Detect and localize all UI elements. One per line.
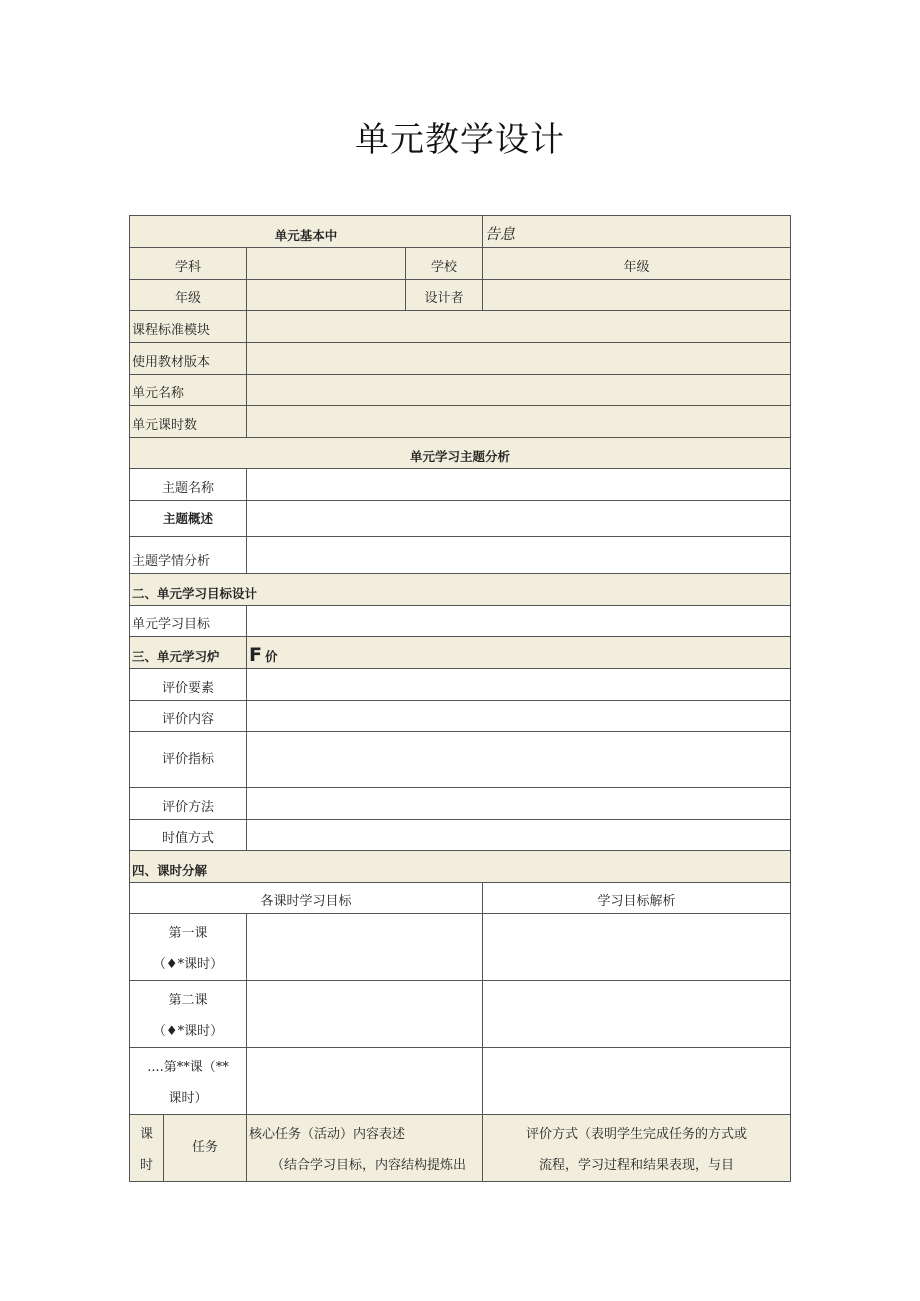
subject-label: 学科	[130, 248, 247, 280]
lesson-goals-column-header: 各课时学习目标	[130, 883, 483, 914]
lesson-row-1-title: 第一课	[168, 926, 208, 941]
eval-method-line1: 评价方式（表明学生完成任务的方式或	[526, 1127, 748, 1142]
textbook-version-value[interactable]	[247, 343, 791, 375]
lessons-section-header: 四、课时分解	[130, 851, 791, 883]
lesson-row-3-analysis[interactable]	[483, 1048, 791, 1115]
core-task-column-header	[247, 1115, 483, 1182]
theme-analysis-header: 单元学习主题分析	[130, 438, 791, 469]
eval-method-line2: 流程，学习过程和结果表现，与目	[539, 1158, 735, 1173]
task-column-header: 任务	[164, 1115, 247, 1182]
curriculum-module-label: 课程标准模块	[130, 311, 247, 343]
lesson-row-1-hours: （♦*课时）	[152, 957, 224, 972]
learner-analysis-label: 主题学情分析	[130, 537, 247, 574]
lesson-row-2-goals[interactable]	[247, 981, 483, 1048]
designer-value[interactable]	[483, 280, 791, 311]
unit-goals-value[interactable]	[247, 606, 791, 637]
lesson-row-3-title: ....第**课（**	[147, 1060, 229, 1075]
theme-overview-label: 主题概述	[130, 501, 247, 537]
task-hour-line1: 课	[139, 1127, 153, 1142]
unit-name-value[interactable]	[247, 375, 791, 406]
lesson-row-2-label	[130, 981, 247, 1048]
unit-goals-label: 单元学习目标	[130, 606, 247, 637]
grade-column-label: 年级	[483, 248, 791, 280]
timing-method-value[interactable]	[247, 820, 791, 851]
evaluation-elements-value[interactable]	[247, 669, 791, 701]
basic-info-header-right-text: 告息	[485, 225, 516, 243]
theme-overview-value[interactable]	[247, 501, 791, 537]
page-title: 单元教学设计	[355, 120, 565, 160]
evaluation-methods-value[interactable]	[247, 788, 791, 820]
lesson-row-1-label	[130, 914, 247, 981]
lesson-row-2-hours: （♦*课时）	[152, 1024, 224, 1039]
evaluation-content-value[interactable]	[247, 701, 791, 732]
curriculum-module-value[interactable]	[247, 311, 791, 343]
core-task-line2: （结合学习目标，内容结构提炼出	[271, 1158, 467, 1173]
evaluation-header-suffix: 价	[264, 649, 278, 664]
timing-method-label: 时值方式	[130, 820, 247, 851]
evaluation-section-header: 三、单元学习炉	[130, 637, 247, 669]
unit-design-table	[129, 215, 791, 1182]
lesson-row-3-goals[interactable]	[247, 1048, 483, 1115]
unit-name-label: 单元名称	[130, 375, 247, 406]
lesson-row-1-analysis[interactable]	[483, 914, 791, 981]
evaluation-indicators-label: 评价指标	[130, 732, 247, 788]
evaluation-section-header-tail	[247, 637, 791, 669]
learner-analysis-value[interactable]	[247, 537, 791, 574]
unit-hours-value[interactable]	[247, 406, 791, 438]
task-hour-column-header	[130, 1115, 164, 1182]
school-label: 学校	[406, 248, 483, 280]
task-hour-line2: 时	[139, 1158, 153, 1173]
basic-info-header-left: 单元基本中	[130, 216, 483, 248]
subject-value[interactable]	[247, 248, 406, 280]
theme-name-value[interactable]	[247, 469, 791, 501]
lesson-row-3-label	[130, 1048, 247, 1115]
unit-hours-label: 单元课时数	[130, 406, 247, 438]
lesson-row-1-goals[interactable]	[247, 914, 483, 981]
evaluation-header-f: F	[249, 644, 262, 666]
evaluation-elements-label: 评价要素	[130, 669, 247, 701]
lesson-row-2-analysis[interactable]	[483, 981, 791, 1048]
grade-label: 年级	[130, 280, 247, 311]
theme-name-label: 主题名称	[130, 469, 247, 501]
evaluation-method-column-header	[483, 1115, 791, 1182]
evaluation-indicators-value[interactable]	[247, 732, 791, 788]
textbook-version-label: 使用教材版本	[130, 343, 247, 375]
goals-section-header: 二、单元学习目标设计	[130, 574, 791, 606]
lesson-row-2-title: 第二课	[168, 993, 208, 1008]
core-task-line1: 核心任务（活动）内容表述	[249, 1127, 406, 1142]
designer-label: 设计者	[406, 280, 483, 311]
evaluation-methods-label: 评价方法	[130, 788, 247, 820]
lesson-row-3-hours: 课时）	[168, 1091, 208, 1106]
basic-info-header-right	[483, 216, 791, 248]
evaluation-content-label: 评价内容	[130, 701, 247, 732]
grade-value[interactable]	[247, 280, 406, 311]
goal-analysis-column-header: 学习目标解析	[483, 883, 791, 914]
